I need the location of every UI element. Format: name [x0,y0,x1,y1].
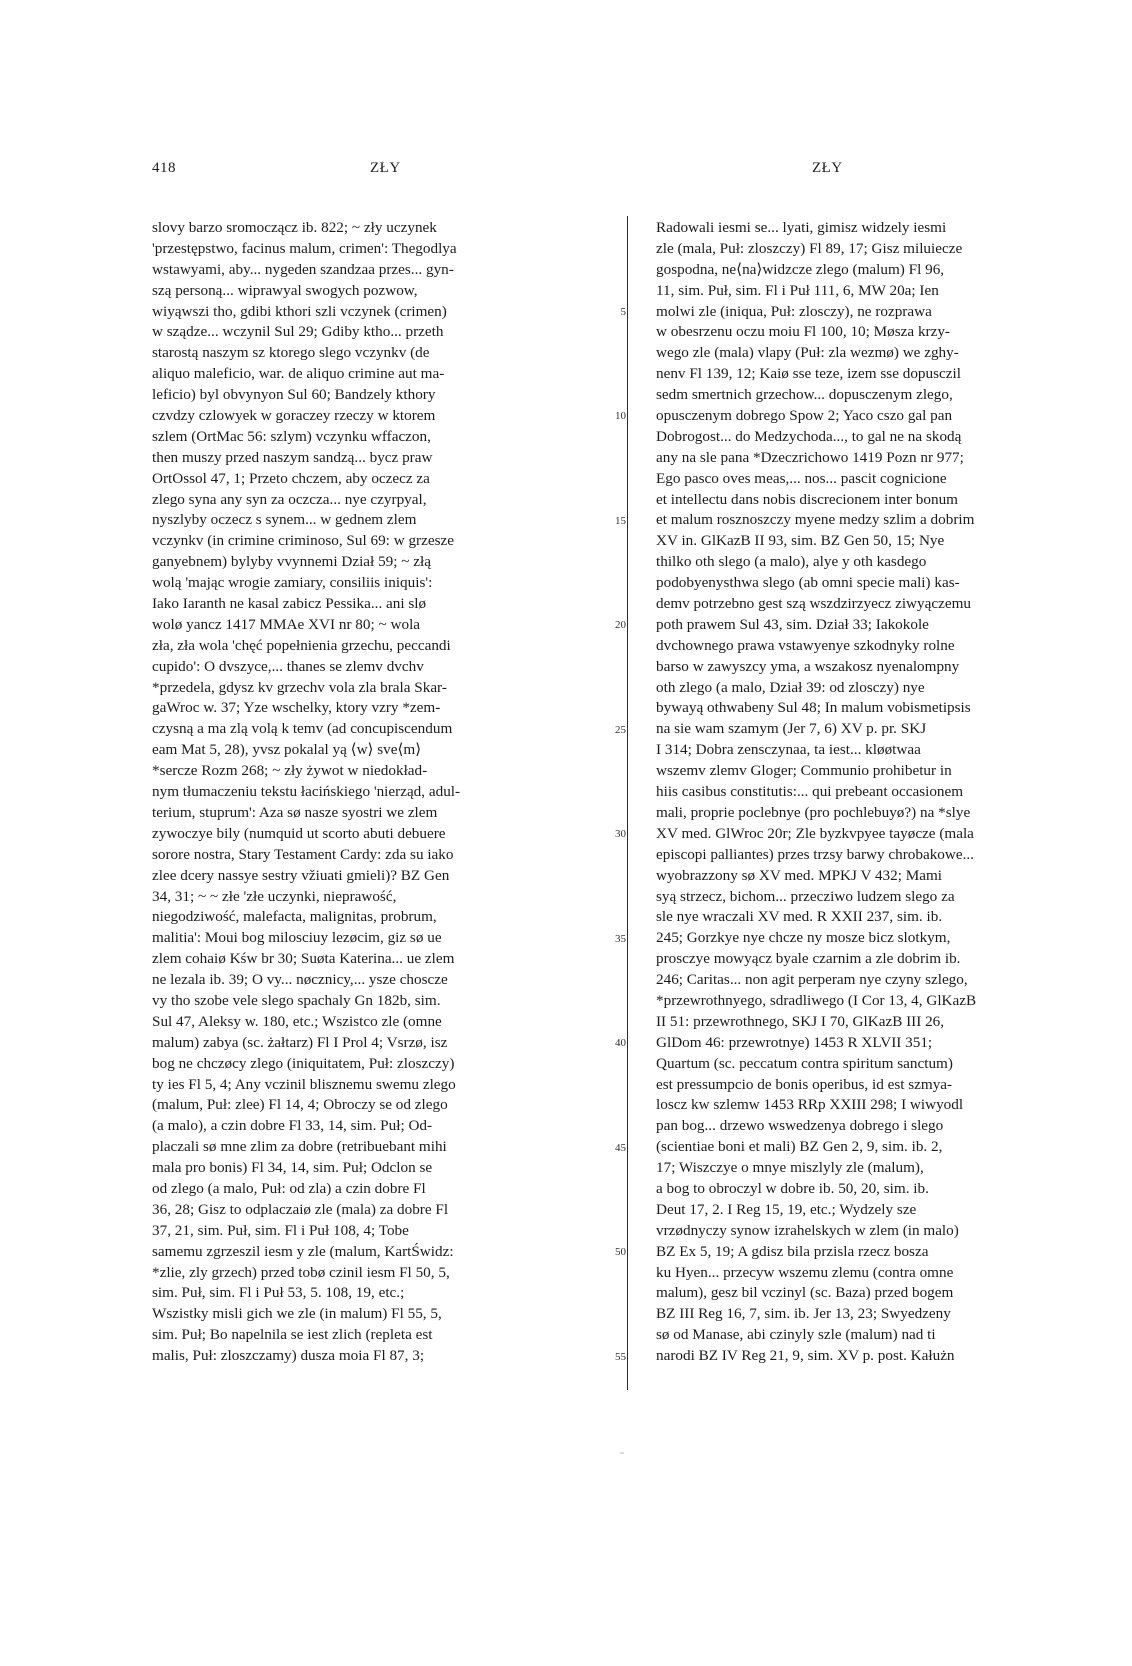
right-column [656,218,1113,1367]
line-number: 20 [615,619,626,632]
text-line: vy tho szobe vele slego spachaly Gn 182b, sim. [152,991,441,1009]
text-line: eam Mat 5, 28), yvsz pokalal yą ⟨w⟩ sve⟨m⟩ [152,741,422,759]
text-line: sedm smertnich grzechow... dopusczenym zlego, [656,386,953,404]
text-line: nyszlyby oczecz s synem... w gednem zlem [152,511,417,529]
text-line: wstawyami, aby... nygeden szandzaa przes... gyn- [152,260,454,278]
text-line: czysną a ma zlą volą k temv (ad concupiscendum [152,720,453,738]
text-line: barso w zawyszcy yma, a wszakosz nyenalompny [656,657,960,675]
text-line: hiis casibus constitutis:... qui prebeant occasionem [656,783,964,801]
scan-mark [620,1452,624,1454]
text-line: szlem (OrtMac 56: szlym) vczynku wffaczon, [152,427,431,445]
text-line: loscz kw szlemw 1453 RRp XXIII 298; I wiwyodl [656,1096,964,1114]
text-line: BZ Ex 5, 19; A gdisz bila przisla rzecz bosza [656,1242,929,1260]
column-rule [627,216,628,1390]
text-line: slovy barzo sromocząсz ib. 822; ~ zły uczynek [152,219,437,236]
text-line: ne lezala ib. 39; O vy... nøcznicy,... ysze choscze [152,971,448,989]
text-line: BZ III Reg 16, 7, sim. ib. Jer 13, 23; Swyedzeny [656,1305,951,1323]
text-line: any na sle pana *Dzeczrichowo 1419 Pozn nr 977; [656,448,964,466]
text-line: malum) zabya (sc. żałtarz) Fl I Prol 4; Vsrzø, isz [152,1033,448,1051]
text-line: cupido': O dvszyce,... thanes se zlemv dvchv [152,657,424,675]
text-line: XV med. GlWroc 20r; Zle byzkvpyee tayøcze (mala [656,824,974,842]
text-line: (scientiae boni et mali) BZ Gen 2, 9, sim. ib. 2, [656,1138,943,1156]
text-line: mala pro bonis) Fl 34, 14, sim. Puł; Odclon se [152,1159,433,1177]
text-line: szą personą... wiprawyal swogych pozwow, [152,281,418,299]
text-line: narodi BZ IV Reg 21, 9, sim. XV p. post. Kałużn [656,1347,955,1365]
text-line: malitia': Moui bog milosciuy lezøcim, giz sø ue [152,929,442,947]
text-line: episcopi palliantes) przes trzsy barwy chrobakowe... [656,845,974,863]
text-line: niegodziwość, malefacta, malignitas, probrum, [152,908,437,926]
text-line: vrzødnyczy synow izrahelskych w zlem (in malo) [656,1221,959,1239]
text-line: na sie wam szamym (Jer 7, 6) XV p. pr. SKJ [656,720,927,738]
text-line: (malum, Puł: zlee) Fl 14, 4; Obroczy se od zlego [152,1096,448,1114]
text-line: 34, 31; ~ ~ złe 'złe uczynki, nieprawość, [152,887,397,905]
text-line: Dobrogost... do Medzychoda..., to gal ne na skodą [656,427,962,445]
text-line: opusczenym dobrego Spow 2; Yaco cszo gal pan [656,407,953,425]
text-line: ganyebnem) bylyby vvynnemi Dział 59; ~ złą [152,553,431,571]
text-line: malum), gesz bil vczinyl (sc. Baza) przed bogem [656,1284,954,1302]
text-line: Quartum (sc. peccatum contra spiritum sanctum) [656,1054,953,1072]
text-line: sø od Manase, abi czinyly szle (malum) nad ti [656,1326,936,1344]
text-line: Iako Iaranth ne kasal zabicz Pessika... ani slø [152,595,427,613]
page-number: 418 [152,160,176,176]
text-line: w sządze... wczynil Sul 29; Gdiby ktho... przeth [152,323,444,341]
text-line: 245; Gorzkye nye chcze ny mosze bicz slotkym, [656,929,951,947]
headword-left: ZŁY [370,160,401,176]
text-line: I 314; Dobra zensczynaa, ta iest... kløøtwaa [656,741,921,759]
text-line: zlego syna any syn za oczcza... nye czyrpyal, [152,490,427,508]
text-line: (a malo), a czin dobre Fl 33, 14, sim. Puł; Od- [152,1117,433,1135]
text-line: vczynkv (in crimine criminoso, Sul 69: w grzesze [152,532,454,550]
text-line: nenv Fl 139, 12; Kaiø sse teze, izem sse dopusczil [656,365,961,383]
text-line: 36, 28; Gisz to odplaczaiø zle (mala) za dobre Fl [152,1200,449,1218]
text-line: podobyenysthwa slego (ab omni specie mali) kas- [656,574,960,592]
text-line: XV in. GlKazB II 93, sim. BZ Gen 50, 15; Nye [656,532,945,550]
text-line: *przedela, gdysz kv grzechv vola zla brala Skar- [152,678,447,696]
text-line: zlee dcery nassye sestry vžiuati gmieli)? BZ Gen [152,866,450,884]
text-line: mali, proprie poclebnye (pro pochlebuyø?) na *slye [656,803,971,821]
text-line: OrtOssol 47, 1; Przeto chczem, aby oczecz za [152,469,430,487]
text-line: zła, zła wola 'chęć popełnienia grzechu, peccandi [152,636,451,654]
text-line: GlDom 46: przewrotnye) 1453 R XLVII 351; [656,1033,933,1051]
line-number: 30 [615,828,626,841]
text-line: *przewrothnyego, sdradliwego (I Cor 13, 4, GlKazB [656,991,977,1009]
text-line: zywoczye bily (numquid ut scorto abuti debuere [152,824,446,842]
text-line: placzali sø mne zlim za dobre (retribuebant mihi [152,1138,447,1156]
text-line: aliquo maleficio, war. de aliquo crimine aut ma- [152,365,445,383]
text-line: *sercze Rozm 268; ~ zły żywot w niedokład- [152,762,428,780]
line-number: 10 [615,410,626,423]
line-number: 35 [615,932,626,945]
text-line: syą strzecz, bichom... przecziwo ludzem slego za [656,887,955,905]
running-header [0,160,1132,184]
text-line: II 51: przewrothnego, SKJ I 70, GlKazB III 26, [656,1012,945,1030]
line-number: 15 [615,514,626,527]
text-line: sorore nostra, Stary Testament Cardy: zda su iako [152,845,454,863]
line-number: 50 [615,1246,626,1259]
text-line: wszemv zlemv Gloger; Communio prohibetur in [656,762,952,780]
text-line: demv potrzebno gest szą wszdzirzyecz ziwyączemu [656,595,971,613]
text-line: 11, sim. Puł, sim. Fl i Puł 111, 6, MW 20a; Ien [656,281,939,299]
text-line: oth zlego (a malo, Dział 39: od zlosczy) nye [656,678,925,696]
text-line: malis, Puł: zloszczamy) dusza moia Fl 87, 3; [152,1347,425,1365]
text-line: 246; Caritas... non agit perperam nye czyny szlego, [656,971,968,989]
text-line: et intellectu dans nobis discrecionem inter bonum [656,490,958,508]
text-line: pan bog... drzewo wswedzenya dobrego i slego [656,1117,944,1135]
text-line: wolø yancz 1417 MMAe XVI nr 80; ~ wola [152,615,421,633]
text-line: wyobrazzony sø XV med. MPKJ V 432; Mami [656,866,943,884]
text-line: gaWroc w. 37; Yze wschelky, ktory vzry *zem- [152,699,441,717]
text-line: wego zle (mala) vlapy (Puł: zla wezmø) we zghy- [656,344,959,362]
line-number: 55 [615,1350,626,1363]
text-line: 37, 21, sim. Puł, sim. Fl i Puł 108, 4; Tobe [152,1221,409,1239]
text-line: prosczye mowyącz byale czarnim a zle dobrim ib. [656,950,961,968]
headword-right: ZŁY [812,160,843,176]
line-number: 45 [615,1141,626,1154]
text-line: w obesrzenu oczu moiu Fl 100, 10; Møsza krzy- [656,323,950,341]
text-line: ty ies Fl 5, 4; Any vczinil blisznemu swemu zlego [152,1075,456,1093]
text-line: 17; Wiszczye o mnye miszlyly zle (malum), [656,1159,924,1177]
text-line: poth prawem Sul 43, sim. Dział 33; Iakokole [656,615,929,633]
text-line: sim. Puł; Bo napelnila se iest zlich (repleta est [152,1326,433,1344]
text-line: nym tłumaczeniu tekstu łacińskiego 'nierząd, adul- [152,783,461,801]
text-line: Deut 17, 2. I Reg 15, 19, etc.; Wydzely sze [656,1200,917,1218]
text-line: a bog to obroczyl w dobre ib. 50, 20, sim. ib. [656,1179,929,1197]
text-line: czvdzy czlowyek w goraczey rzeczy w ktorem [152,407,436,425]
text-line: sim. Puł, sim. Fl i Puł 53, 5. 108, 19, etc.; [152,1284,405,1302]
text-line: Radowali iesmi se... lyati, gimisz widzely iesmi [656,219,947,236]
text-line: zle (mala, Puł: zloszczy) Fl 89, 17; Gisz miluiecze [656,239,963,257]
text-line: et malum rosznoszczy myene medzy szlim a dobrim [656,511,975,529]
text-line: bywayą othwabeny Sul 48; In malum vobismetipsis [656,699,971,717]
text-line: gospodna, ne⟨na⟩widzcze zlego (malum) Fl 96, [656,260,945,278]
left-column [152,218,609,1367]
text-line: molwi zle (iniqua, Puł: zlosczy), ne rozprawa [656,302,932,320]
text-line: est pressumpcio de bonis operibus, id est szmya- [656,1075,953,1093]
text-line: thilko oth slego (a malo), alye y oth kasdego [656,553,927,571]
text-line: 'przestępstwo, facinus malum, crimen': Thegodlya [152,239,457,257]
text-line: leficio) byl obvynyon Sul 60; Bandzely kthory [152,386,436,404]
text-line: sle nye wraczali XV med. R XXII 237, sim. ib. [656,908,943,926]
text-line: od zlego (a malo, Puł: od zla) a czin dobre Fl [152,1179,426,1197]
text-line: dvchownego prawa vstawyenye szkodnyky rolne [656,636,955,654]
text-line: then muszy przed naszym sandzą... bycz praw [152,448,433,466]
text-line: Wszistky misli gich we zle (in malum) Fl 55, 5, [152,1305,442,1323]
text-line: terium, stuprum': Aza sø nasze syostri we zlem [152,803,438,821]
line-number: 40 [615,1037,626,1050]
line-number: 5 [620,305,626,318]
text-line: samemu zgrzeszil iesm y zle (malum, KartŚwidz: [152,1242,454,1260]
text-line: wiyąwszi tho, gdibi kthori szli vczynek (crimen) [152,302,447,320]
text-line: bog ne chczøcy zlego (iniquitatem, Puł: zloszczy) [152,1054,455,1072]
text-line: Sul 47, Aleksy w. 180, etc.; Wszistco zle (omne [152,1012,442,1030]
text-line: zlem cohaiø Kśw br 30; Suøta Katerina... ue zlem [152,950,455,968]
line-number: 25 [615,723,626,736]
text-line: wolą 'mając wrogie zamiary, consiliis iniquis': [152,574,433,592]
text-line: starostą naszym sz ktorego slego vczynkv (de [152,344,430,362]
text-line: *zlie, zly grzech) przed tobø czinil iesm Fl 50, 5, [152,1263,450,1281]
text-line: ku Hyen... przecyw wszemu zlemu (contra omne [656,1263,954,1281]
text-line: Ego pasco oves meas,... nos... pascit cognicione [656,469,947,487]
